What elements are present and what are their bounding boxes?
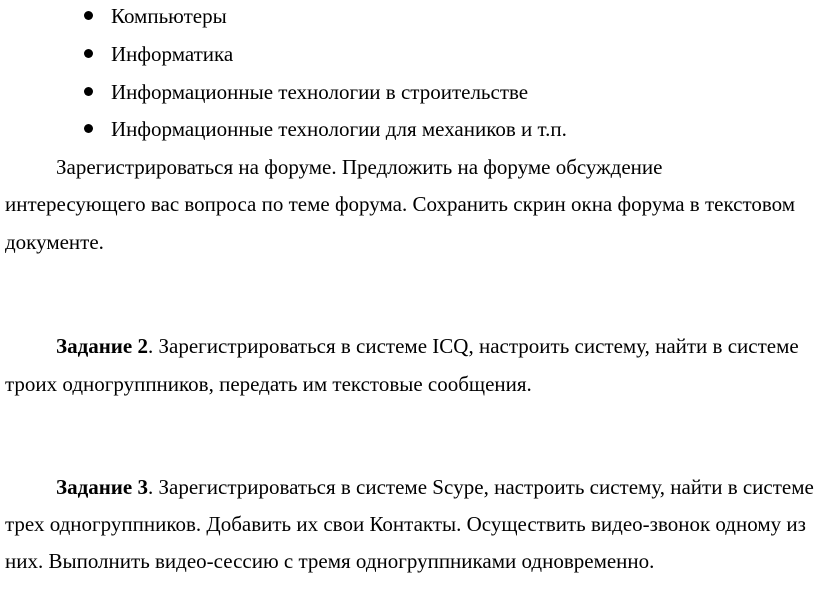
bullet-dot-icon xyxy=(84,87,93,96)
task3-line-3: них. Выполнить видео-сессию с тремя одногруппниками одновременно. xyxy=(5,549,655,573)
bullet-text: Информационные технологии в строительстве xyxy=(111,80,529,104)
bullet-text: Компьютеры xyxy=(111,4,227,28)
task2-line-2: троих одногруппников, передать им текстовые сообщения. xyxy=(5,372,532,396)
bullet-dot-icon xyxy=(84,11,93,20)
task3-text: . Зарегистрироваться в системе Scype, настроить систему, найти в системе xyxy=(147,475,814,499)
bullet-text: Информационные технологии для механиков и т.п. xyxy=(111,117,567,141)
bullet-text: Информатика xyxy=(111,42,234,66)
task3-line-1 xyxy=(56,474,814,500)
task2-line-1 xyxy=(56,333,799,359)
task2-label: Задание 2 xyxy=(56,334,148,358)
forum-paragraph-line-1: Зарегистрироваться на форуме. Предложить на форуме обсуждение xyxy=(56,155,663,179)
task3-line-2: трех одногруппников. Добавить их свои Контакты. Осуществить видео-звонок одному из xyxy=(5,512,806,536)
forum-paragraph-line-3: документе. xyxy=(5,230,104,254)
task2-text: . Зарегистрироваться в системе ICQ, настроить систему, найти в системе xyxy=(147,334,799,358)
task3-label: Задание 3 xyxy=(56,475,148,499)
bullet-dot-icon xyxy=(84,49,93,58)
bullet-dot-icon xyxy=(84,124,93,133)
forum-paragraph-line-2: интересующего вас вопроса по теме форума. Сохранить скрин окна форума в текстовом xyxy=(5,192,796,216)
